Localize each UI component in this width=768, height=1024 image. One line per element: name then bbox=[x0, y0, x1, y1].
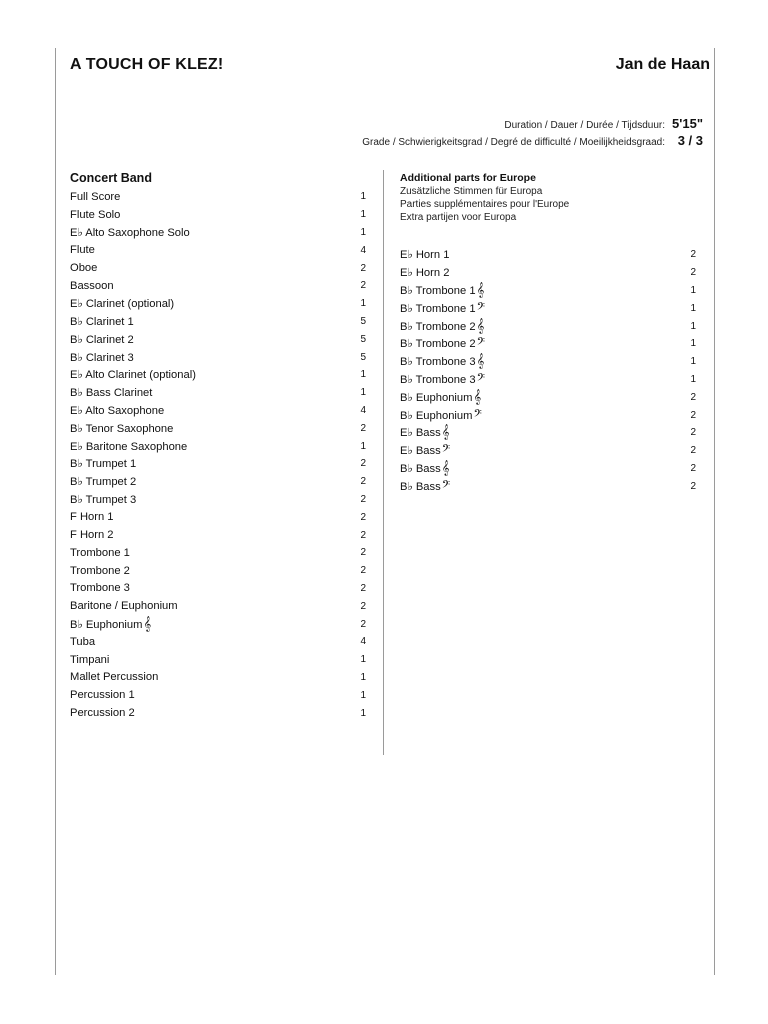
part-name-wrap bbox=[70, 386, 152, 399]
treble-clef-icon: 𝄞 bbox=[476, 354, 485, 370]
composer-name: Jan de Haan bbox=[615, 56, 710, 73]
part-name: F Horn 1 bbox=[70, 511, 114, 524]
part-name-wrap bbox=[70, 333, 134, 346]
part-count: 1 bbox=[690, 356, 696, 368]
part-row bbox=[70, 669, 366, 687]
treble-clef-icon: 𝄞 bbox=[441, 460, 450, 476]
part-row bbox=[70, 402, 366, 420]
part-name-wrap bbox=[70, 368, 196, 381]
part-row bbox=[400, 388, 696, 406]
part-name: Tuba bbox=[70, 635, 96, 648]
grade-row bbox=[362, 133, 703, 148]
part-row bbox=[70, 508, 366, 526]
treble-clef-icon: 𝄞 bbox=[441, 425, 450, 441]
part-name-wrap bbox=[70, 582, 130, 594]
concert-band-title: Concert Band bbox=[70, 171, 152, 185]
part-count: 2 bbox=[360, 582, 366, 594]
part-name-wrap bbox=[70, 511, 114, 523]
part-name-wrap bbox=[70, 654, 109, 666]
page-border-right bbox=[714, 48, 715, 975]
part-count: 1 bbox=[690, 338, 696, 350]
part-count: 1 bbox=[360, 707, 366, 719]
concert-band-section bbox=[70, 170, 366, 722]
part-name: Trombone 1 bbox=[70, 546, 130, 559]
bass-clef-icon: 𝄢 bbox=[441, 478, 451, 494]
part-row bbox=[70, 259, 366, 277]
part-name: Percussion 2 bbox=[70, 707, 135, 719]
part-row bbox=[400, 442, 696, 460]
part-name: E♭ Clarinet (optional) bbox=[70, 298, 175, 311]
part-count: 2 bbox=[360, 565, 366, 577]
part-name-wrap bbox=[70, 547, 130, 559]
bass-clef-icon: 𝄢 bbox=[476, 371, 485, 387]
part-count: 1 bbox=[360, 298, 366, 310]
part-count: 1 bbox=[690, 302, 696, 314]
part-count: 1 bbox=[360, 440, 366, 452]
treble-clef-icon: 𝄞 bbox=[473, 389, 482, 405]
part-name-wrap bbox=[70, 636, 95, 648]
grade-value: 3 / 3 bbox=[677, 133, 703, 148]
part-name: F Horn 2 bbox=[70, 529, 114, 542]
part-row bbox=[400, 317, 696, 335]
part-name: B♭ Bass bbox=[400, 462, 441, 475]
part-name: B♭ Bass Clarinet bbox=[70, 387, 153, 400]
bass-clef-icon: 𝄢 bbox=[476, 300, 485, 316]
europe-subtitle-fr: Parties supplémentaires pour l'Europe bbox=[400, 199, 570, 210]
part-name-wrap bbox=[70, 422, 173, 435]
part-count: 2 bbox=[690, 445, 696, 457]
part-count: 2 bbox=[690, 267, 696, 279]
part-row bbox=[70, 615, 366, 633]
part-name-wrap bbox=[400, 443, 450, 458]
part-row bbox=[400, 335, 696, 353]
part-name: B♭ Clarinet 2 bbox=[70, 333, 134, 346]
part-name-wrap bbox=[70, 457, 136, 470]
part-name: B♭ Clarinet 1 bbox=[70, 315, 134, 328]
part-name: E♭ Bass bbox=[400, 427, 441, 440]
part-row bbox=[70, 188, 366, 206]
part-name: Flute Solo bbox=[70, 208, 121, 221]
part-count: 2 bbox=[690, 249, 696, 261]
part-row bbox=[70, 348, 366, 366]
part-count: 5 bbox=[360, 333, 366, 345]
part-name: Flute bbox=[70, 244, 95, 257]
part-row bbox=[400, 460, 696, 478]
treble-clef-icon: 𝄞 bbox=[476, 282, 485, 298]
part-count: 2 bbox=[360, 618, 366, 630]
part-row bbox=[400, 424, 696, 442]
part-name: B♭ Euphonium bbox=[400, 391, 473, 404]
concert-band-parts-list bbox=[70, 188, 366, 722]
part-name-wrap bbox=[400, 354, 484, 369]
part-count: 2 bbox=[360, 262, 366, 274]
part-row bbox=[70, 526, 366, 544]
part-name-wrap bbox=[400, 283, 484, 298]
part-row bbox=[400, 371, 696, 389]
part-name: Oboe bbox=[70, 262, 98, 275]
part-count: 1 bbox=[360, 191, 366, 203]
part-row bbox=[70, 241, 366, 259]
part-row bbox=[70, 633, 366, 651]
part-name: E♭ Alto Clarinet (optional) bbox=[70, 369, 196, 382]
part-name-wrap bbox=[400, 248, 449, 261]
part-name: E♭ Alto Saxophone bbox=[70, 404, 165, 417]
part-name: E♭ Horn 2 bbox=[400, 267, 450, 280]
part-name-wrap bbox=[70, 351, 134, 364]
part-name: E♭ Alto Saxophone Solo bbox=[70, 226, 190, 239]
part-count: 1 bbox=[360, 209, 366, 221]
part-count: 1 bbox=[360, 369, 366, 381]
piece-title: A TOUCH OF KLEZ! bbox=[70, 56, 224, 73]
part-row bbox=[70, 277, 366, 295]
part-name-wrap bbox=[70, 404, 164, 417]
part-name-wrap bbox=[70, 493, 136, 506]
part-count: 2 bbox=[690, 480, 696, 492]
part-count: 2 bbox=[690, 391, 696, 403]
part-row bbox=[70, 544, 366, 562]
part-name-wrap bbox=[400, 425, 449, 440]
part-row bbox=[70, 704, 366, 722]
part-count: 2 bbox=[360, 600, 366, 612]
part-row bbox=[70, 313, 366, 331]
part-name: B♭ Tenor Saxophone bbox=[70, 422, 174, 435]
part-row bbox=[70, 419, 366, 437]
part-name-wrap bbox=[400, 266, 449, 279]
duration-value: 5'15" bbox=[672, 116, 703, 131]
part-name: Baritone / Euphonium bbox=[70, 600, 178, 613]
part-name-wrap bbox=[70, 209, 120, 221]
part-row bbox=[400, 264, 696, 282]
part-row bbox=[70, 651, 366, 669]
part-row bbox=[400, 406, 696, 424]
part-row bbox=[70, 384, 366, 402]
part-name-wrap bbox=[70, 617, 151, 632]
part-count: 2 bbox=[360, 529, 366, 541]
part-count: 1 bbox=[360, 387, 366, 399]
part-row bbox=[70, 206, 366, 224]
part-name-wrap bbox=[70, 280, 114, 292]
part-name-wrap bbox=[400, 372, 485, 387]
part-row bbox=[400, 282, 696, 300]
part-name-wrap bbox=[70, 565, 130, 577]
duration-row bbox=[504, 116, 703, 131]
part-name-wrap bbox=[70, 191, 120, 203]
part-name: B♭ Euphonium bbox=[70, 618, 143, 631]
part-name-wrap bbox=[70, 244, 95, 256]
part-name-wrap bbox=[70, 689, 135, 701]
part-name-wrap bbox=[400, 390, 481, 405]
part-name: E♭ Bass bbox=[400, 445, 441, 458]
part-name-wrap bbox=[400, 479, 450, 494]
part-name: E♭ Baritone Saxophone bbox=[70, 440, 188, 453]
part-row bbox=[70, 491, 366, 509]
part-name-wrap bbox=[400, 408, 482, 423]
part-name-wrap bbox=[400, 461, 449, 476]
part-count: 1 bbox=[360, 654, 366, 666]
part-name: B♭ Bass bbox=[400, 480, 441, 493]
treble-clef-icon: 𝄞 bbox=[143, 616, 152, 632]
part-row bbox=[400, 353, 696, 371]
part-row bbox=[400, 246, 696, 264]
part-name-wrap bbox=[70, 600, 178, 612]
part-count: 2 bbox=[690, 409, 696, 421]
part-name: B♭ Trumpet 1 bbox=[70, 458, 137, 471]
bass-clef-icon: 𝄢 bbox=[476, 336, 485, 352]
part-name: B♭ Trombone 1 bbox=[400, 284, 476, 297]
part-row bbox=[70, 580, 366, 598]
part-count: 2 bbox=[360, 493, 366, 505]
part-count: 5 bbox=[360, 315, 366, 327]
part-name: B♭ Trombone 3 bbox=[400, 356, 476, 369]
bass-clef-icon: 𝄢 bbox=[441, 443, 451, 459]
part-name: Mallet Percussion bbox=[70, 671, 159, 684]
part-count: 2 bbox=[690, 462, 696, 474]
part-row bbox=[400, 299, 696, 317]
part-count: 1 bbox=[360, 671, 366, 683]
part-count: 2 bbox=[360, 476, 366, 488]
part-count: 2 bbox=[690, 427, 696, 439]
grade-label: Grade / Schwierigkeitsgrad / Degré de difficulté / Moeilijkheidsgraad: bbox=[362, 137, 665, 148]
part-name-wrap bbox=[400, 336, 485, 351]
part-row bbox=[70, 455, 366, 473]
part-name: B♭ Trombone 3 bbox=[400, 373, 476, 386]
part-name: Bassoon bbox=[70, 279, 114, 292]
europe-parts-section bbox=[400, 172, 696, 495]
part-row bbox=[70, 366, 366, 384]
part-name-wrap bbox=[70, 440, 187, 453]
part-count: 1 bbox=[690, 284, 696, 296]
bass-clef-icon: 𝄢 bbox=[473, 407, 482, 423]
part-count: 2 bbox=[360, 458, 366, 470]
part-name: B♭ Euphonium bbox=[400, 409, 473, 422]
part-row bbox=[70, 686, 366, 704]
part-name-wrap bbox=[70, 707, 135, 719]
part-count: 1 bbox=[690, 373, 696, 385]
part-count: 4 bbox=[360, 404, 366, 416]
treble-clef-icon: 𝄞 bbox=[476, 318, 485, 334]
part-name: B♭ Trumpet 2 bbox=[70, 476, 137, 489]
part-name-wrap bbox=[70, 297, 174, 310]
part-count: 1 bbox=[360, 226, 366, 238]
part-name-wrap bbox=[70, 262, 97, 274]
column-divider bbox=[383, 170, 384, 755]
part-name-wrap bbox=[70, 671, 158, 683]
part-row bbox=[70, 473, 366, 491]
part-count: 5 bbox=[360, 351, 366, 363]
page-border-left bbox=[55, 48, 56, 975]
part-count: 2 bbox=[360, 280, 366, 292]
europe-parts-subtitles bbox=[400, 185, 696, 224]
part-name: Timpani bbox=[70, 653, 110, 666]
part-name-wrap bbox=[70, 315, 134, 328]
part-name: B♭ Trumpet 3 bbox=[70, 493, 137, 506]
europe-parts-list bbox=[400, 246, 696, 495]
europe-subtitle-de: Zusätzliche Stimmen für Europa bbox=[400, 186, 543, 197]
part-name: Full Score bbox=[70, 190, 121, 203]
part-name: Trombone 2 bbox=[70, 564, 130, 577]
europe-subtitle-nl: Extra partijen voor Europa bbox=[400, 212, 517, 223]
europe-parts-title: Additional parts for Europe bbox=[400, 172, 536, 184]
part-count: 2 bbox=[360, 511, 366, 523]
part-name: B♭ Clarinet 3 bbox=[70, 351, 134, 364]
part-name: Percussion 1 bbox=[70, 689, 135, 702]
part-name: Trombone 3 bbox=[70, 582, 130, 595]
part-name-wrap bbox=[70, 529, 114, 541]
part-row bbox=[70, 562, 366, 580]
part-name-wrap bbox=[70, 226, 190, 239]
part-row bbox=[70, 224, 366, 242]
part-name-wrap bbox=[400, 301, 485, 316]
part-row bbox=[70, 597, 366, 615]
part-name-wrap bbox=[70, 475, 136, 488]
part-name: B♭ Trombone 2 bbox=[400, 320, 476, 333]
part-count: 1 bbox=[360, 689, 366, 701]
part-row bbox=[70, 330, 366, 348]
part-count: 4 bbox=[360, 244, 366, 256]
part-count: 1 bbox=[690, 320, 696, 332]
part-row bbox=[70, 295, 366, 313]
part-count: 4 bbox=[360, 636, 366, 648]
part-count: 2 bbox=[360, 422, 366, 434]
part-row bbox=[400, 477, 696, 495]
part-name: B♭ Trombone 2 bbox=[400, 338, 476, 351]
part-count: 2 bbox=[360, 547, 366, 559]
duration-label: Duration / Dauer / Durée / Tijdsduur: bbox=[504, 120, 665, 131]
part-name-wrap bbox=[400, 319, 484, 334]
part-name: B♭ Trombone 1 bbox=[400, 302, 476, 315]
part-row bbox=[70, 437, 366, 455]
part-name: E♭ Horn 1 bbox=[400, 249, 450, 262]
